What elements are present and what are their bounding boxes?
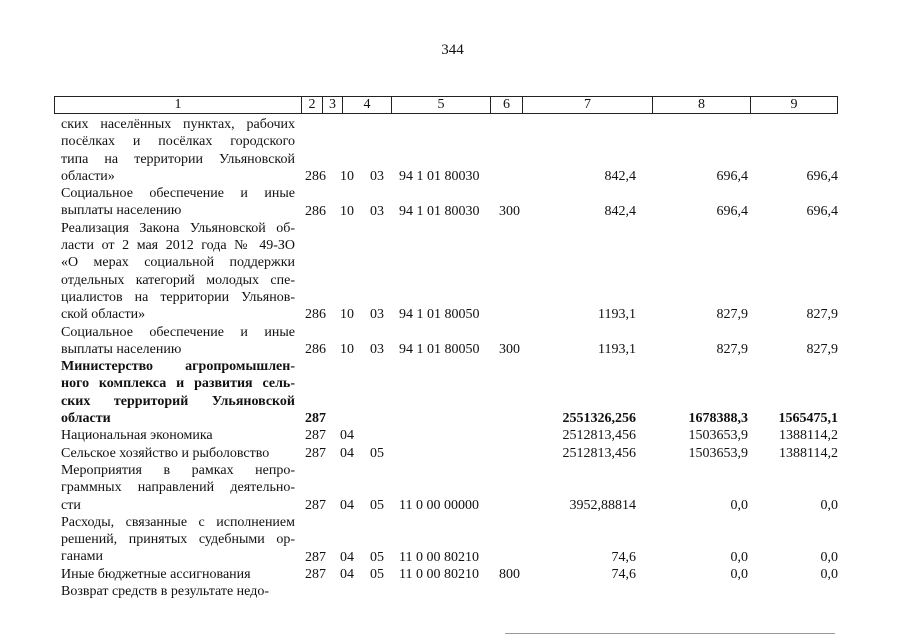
row-cell-col3: 04 xyxy=(340,549,354,565)
page-number: 344 xyxy=(441,42,464,58)
row-cell-col7: 74,6 xyxy=(611,549,636,565)
row-name xyxy=(61,445,295,462)
row-name-line: Сельское хозяйство и рыболовство xyxy=(61,445,270,461)
row-name xyxy=(61,324,295,359)
row-name xyxy=(61,220,295,324)
row-cell-col9: 827,9 xyxy=(806,341,838,357)
row-cell-col5: 11 0 00 80210 xyxy=(399,566,479,582)
row-name-line: ской области» xyxy=(61,307,146,323)
table-header xyxy=(54,96,838,114)
row-cell-col7: 842,4 xyxy=(604,168,636,184)
row-name-line: ного комплекса и развития сель- xyxy=(61,376,295,392)
row-name-line: Реализация Закона Ульяновской об- xyxy=(61,220,295,236)
row-cell-col8: 1678388,3 xyxy=(688,411,748,427)
row-cell-col4: 05 xyxy=(370,497,384,513)
row-name xyxy=(61,566,295,583)
header-col-5: 5 xyxy=(391,97,490,113)
row-name-line: Национальная экономика xyxy=(61,428,213,444)
header-col-1: 1 xyxy=(174,97,182,112)
row-cell-col2: 287 xyxy=(305,411,326,427)
row-cell-col2: 286 xyxy=(305,203,326,219)
row-cell-col3: 04 xyxy=(340,445,354,461)
row-cell-col7: 842,4 xyxy=(604,203,636,219)
row-cell-col7: 2512813,456 xyxy=(562,428,636,444)
row-cell-col4: 03 xyxy=(370,168,384,184)
row-name xyxy=(61,427,295,444)
row-cell-col4: 05 xyxy=(370,566,384,582)
row-cell-col2: 287 xyxy=(305,566,326,582)
row-cell-col7: 1193,1 xyxy=(598,341,636,357)
row-name-line: выплаты населению xyxy=(61,203,182,219)
row-cell-col2: 287 xyxy=(305,497,326,513)
row-cell-col9: 0,0 xyxy=(820,497,838,513)
header-col-6: 6 xyxy=(490,97,522,113)
row-cell-col8: 827,9 xyxy=(716,341,748,357)
row-cell-col3: 04 xyxy=(340,497,354,513)
row-cell-col2: 286 xyxy=(305,307,326,323)
row-name-line: Социальное обеспечение и иные xyxy=(61,186,295,202)
header-col-2: 2 xyxy=(301,97,322,113)
row-cell-col3: 10 xyxy=(340,168,354,184)
row-cell-col4: 03 xyxy=(370,307,384,323)
row-name-line: ласти от 2 мая 2012 года № 49-ЗО xyxy=(61,238,295,254)
row-cell-col9: 696,4 xyxy=(806,203,838,219)
header-col-8: 8 xyxy=(652,97,750,113)
row-cell-col5: 11 0 00 80210 xyxy=(399,549,479,565)
row-cell-col7: 1193,1 xyxy=(598,307,636,323)
row-cell-col2: 286 xyxy=(305,168,326,184)
row-name-line: «О мерах социальной поддержки xyxy=(61,255,295,271)
row-cell-col8: 696,4 xyxy=(716,203,748,219)
header-col-7: 7 xyxy=(522,97,652,113)
row-cell-col7: 2551326,256 xyxy=(562,411,636,427)
row-cell-col3: 10 xyxy=(340,203,354,219)
row-cell-col4: 03 xyxy=(370,203,384,219)
footer-rule xyxy=(505,633,835,634)
row-cell-col9: 1565475,1 xyxy=(778,411,838,427)
row-name xyxy=(61,514,295,566)
row-cell-col8: 0,0 xyxy=(730,497,748,513)
row-cell-col6: 300 xyxy=(499,203,520,219)
row-cell-col4: 05 xyxy=(370,445,384,461)
row-cell-col6: 800 xyxy=(499,566,520,582)
row-name-line: Социальное обеспечение и иные xyxy=(61,324,295,340)
row-name xyxy=(61,185,295,220)
row-cell-col3: 10 xyxy=(340,341,354,357)
row-cell-col2: 287 xyxy=(305,549,326,565)
row-name-line: ских территорий Ульяновской xyxy=(61,393,295,409)
row-cell-col5: 94 1 01 80050 xyxy=(399,307,480,323)
row-name-line: выплаты населению xyxy=(61,341,182,357)
header-col-9: 9 xyxy=(750,97,837,113)
row-cell-col8: 0,0 xyxy=(730,566,748,582)
row-name xyxy=(61,358,295,427)
row-cell-col8: 827,9 xyxy=(716,307,748,323)
row-name-line: Министерство агропромышлен- xyxy=(61,359,295,375)
row-name-line: типа на территории Ульяновской xyxy=(61,151,295,167)
row-cell-col2: 286 xyxy=(305,341,326,357)
row-name-line: решений, принятых судебными ор- xyxy=(61,532,295,548)
row-cell-col7: 2512813,456 xyxy=(562,445,636,461)
row-cell-col5: 94 1 01 80030 xyxy=(399,168,480,184)
row-cell-col3: 04 xyxy=(340,566,354,582)
row-name-line: Возврат средств в результате недо- xyxy=(61,584,269,600)
row-name-line: ских населённых пунктах, рабочих xyxy=(61,117,295,132)
row-name xyxy=(61,462,295,514)
row-cell-col7: 74,6 xyxy=(611,566,636,582)
row-name-line: отдельных категорий молодых спе- xyxy=(61,272,295,288)
row-name xyxy=(61,583,295,600)
row-name-line: Мероприятия в рамках непро- xyxy=(61,463,295,478)
row-cell-col9: 696,4 xyxy=(806,168,838,184)
row-cell-col3: 04 xyxy=(340,428,354,444)
row-name-line: ганами xyxy=(61,549,104,565)
row-cell-col8: 1503653,9 xyxy=(688,428,748,444)
row-cell-col9: 0,0 xyxy=(820,566,838,582)
row-name-line: Иные бюджетные ассигнования xyxy=(61,566,251,582)
row-cell-col2: 287 xyxy=(305,445,326,461)
row-cell-col8: 1503653,9 xyxy=(688,445,748,461)
row-cell-col8: 0,0 xyxy=(730,549,748,565)
row-cell-col5: 11 0 00 00000 xyxy=(399,497,479,513)
row-cell-col9: 0,0 xyxy=(820,549,838,565)
row-cell-col2: 287 xyxy=(305,428,326,444)
row-name-line: сти xyxy=(61,497,81,513)
row-name-line: Расходы, связанные с исполнением xyxy=(61,514,295,530)
row-cell-col5: 94 1 01 80030 xyxy=(399,203,480,219)
row-name xyxy=(61,116,295,185)
row-cell-col9: 1388114,2 xyxy=(779,428,838,444)
row-name-line: граммных направлений деятельно- xyxy=(61,480,295,496)
row-cell-col5: 94 1 01 80050 xyxy=(399,341,480,357)
row-name-line: области» xyxy=(61,168,115,184)
row-name-line: области xyxy=(61,411,111,427)
row-cell-col3: 10 xyxy=(340,307,354,323)
row-cell-col9: 1388114,2 xyxy=(779,445,838,461)
row-cell-col9: 827,9 xyxy=(806,307,838,323)
row-cell-col6: 300 xyxy=(499,341,520,357)
row-cell-col4: 05 xyxy=(370,549,384,565)
row-cell-col4: 03 xyxy=(370,341,384,357)
row-cell-col7: 3952,88814 xyxy=(569,497,636,513)
header-col-4: 4 xyxy=(342,97,391,113)
row-cell-col8: 696,4 xyxy=(716,168,748,184)
row-name-line: циалистов на территории Ульянов- xyxy=(61,289,295,305)
header-col-3: 3 xyxy=(322,97,342,113)
row-name-line: посёлках и посёлках городского xyxy=(61,134,295,150)
